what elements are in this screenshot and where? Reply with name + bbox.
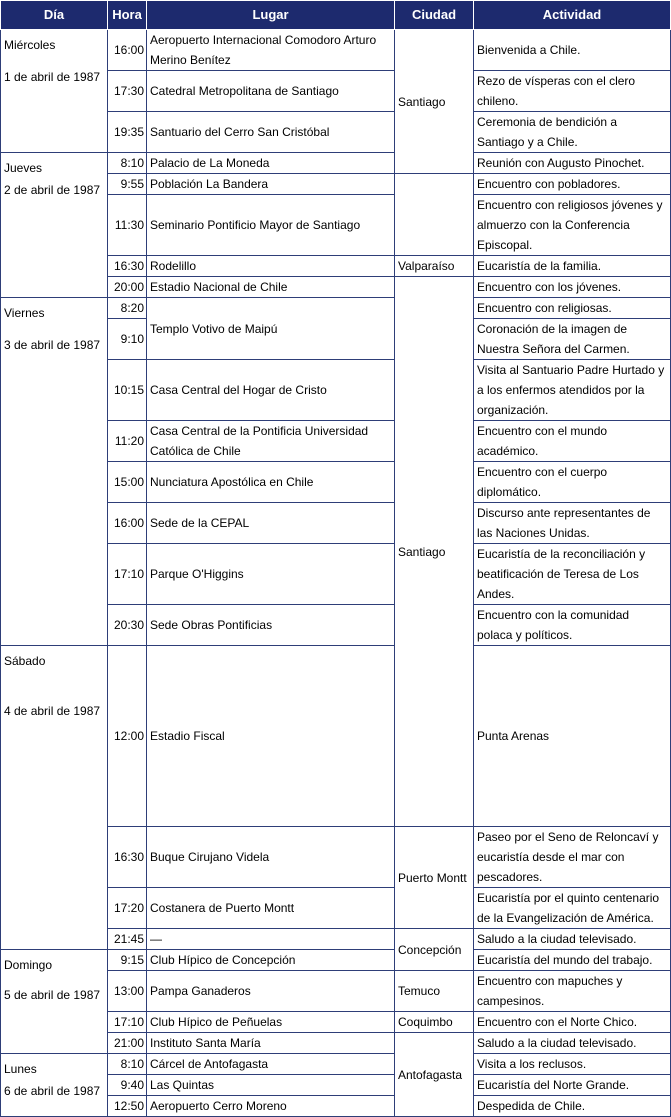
activity-cell: Coronación de la imagen de Nuestra Señora del Carmen.: [474, 319, 671, 360]
table-row: [1, 298, 671, 319]
place-cell: Buque Cirujano Videla: [147, 827, 395, 888]
place-cell: Instituto Santa María: [147, 1033, 395, 1054]
time-cell: 9:55: [108, 174, 147, 195]
day-name: Viernes: [4, 306, 45, 320]
place-cell: Estadio Fiscal: [147, 646, 395, 827]
activity-cell: Ceremonia de bendición a Santiago y a Chile.: [474, 112, 671, 153]
place-cell: Población La Bandera: [147, 174, 395, 195]
day-cell: [1, 298, 108, 646]
time-cell: 9:40: [108, 1075, 147, 1096]
time-cell: 16:00: [108, 503, 147, 544]
place-cell: Nunciatura Apostólica en Chile: [147, 462, 395, 503]
header-actividad: Actividad: [474, 1, 671, 30]
activity-cell: Encuentro con el Norte Chico.: [474, 1012, 671, 1033]
activity-cell: Saludo a la ciudad televisado.: [474, 1033, 671, 1054]
place-cell: Santuario del Cerro San Cristóbal: [147, 112, 395, 153]
activity-cell: Encuentro con religiosos jóvenes y almuerzo con la Conferencia Episcopal.: [474, 195, 671, 256]
time-cell: 11:20: [108, 421, 147, 462]
activity-cell: Eucaristía de la familia.: [474, 256, 671, 277]
activity-cell: Eucaristía del mundo del trabajo.: [474, 950, 671, 971]
header-dia: Día: [1, 1, 108, 30]
time-cell: 15:00: [108, 462, 147, 503]
day-name: Lunes: [4, 1062, 37, 1076]
day-name: Jueves: [4, 161, 43, 175]
table-row: [1, 153, 671, 174]
city-cell: Concepción: [395, 929, 474, 971]
time-cell: 17:10: [108, 544, 147, 605]
city-cell: Antofagasta: [395, 1033, 474, 1117]
activity-cell: Eucaristía por el quinto centenario de la Evangelización de América.: [474, 888, 671, 929]
time-cell: 8:20: [108, 298, 147, 319]
time-cell: 9:15: [108, 950, 147, 971]
place-cell: Las Quintas: [147, 1075, 395, 1096]
time-cell: 17:20: [108, 888, 147, 929]
activity-cell: Despedida de Chile.: [474, 1096, 671, 1117]
day-name: Sábado: [4, 654, 46, 668]
activity-cell: Encuentro con la comunidad polaca y políticos.: [474, 605, 671, 646]
header-row: [1, 1, 671, 30]
activity-cell: Encuentro con mapuches y campesinos.: [474, 971, 671, 1012]
city-cell: Temuco: [395, 971, 474, 1012]
table-row: [1, 30, 671, 71]
place-cell: Parque O'Higgins: [147, 544, 395, 605]
place-cell: Sede de la CEPAL: [147, 503, 395, 544]
city-cell: [395, 174, 474, 256]
place-cell: Casa Central de la Pontificia Universidad Católica de Chile: [147, 421, 395, 462]
time-cell: 21:00: [108, 1033, 147, 1054]
time-cell: 9:10: [108, 319, 147, 360]
activity-cell: Rezo de vísperas con el clero chileno.: [474, 71, 671, 112]
activity-cell: Eucaristía del Norte Grande.: [474, 1075, 671, 1096]
day-cell: [1, 1054, 108, 1117]
city-cell: Punta Arenas: [474, 646, 671, 827]
activity-cell: Visita a los reclusos.: [474, 1054, 671, 1075]
activity-cell: Encuentro con los jóvenes.: [474, 277, 671, 298]
header-lugar: Lugar: [147, 1, 395, 30]
day-date: 1 de abril de 1987: [4, 70, 101, 84]
day-date: 5 de abril de 1987: [4, 988, 101, 1002]
activity-cell: Visita al Santuario Padre Hurtado y a los enfermos atendidos por la organización.: [474, 360, 671, 421]
day-date: 3 de abril de 1987: [4, 338, 101, 352]
activity-cell: Saludo a la ciudad televisado.: [474, 929, 671, 950]
time-cell: 13:00: [108, 971, 147, 1012]
city-cell: Valparaíso: [395, 256, 474, 277]
place-cell: Costanera de Puerto Montt: [147, 888, 395, 929]
day-date: 4 de abril de 1987: [4, 704, 101, 718]
day-name: Miércoles: [4, 38, 56, 52]
time-cell: 10:15: [108, 360, 147, 421]
city-cell: Coquimbo: [395, 1012, 474, 1033]
time-cell: 12:00: [108, 646, 147, 827]
activity-cell: Encuentro con el cuerpo diplomático.: [474, 462, 671, 503]
place-cell: Palacio de La Moneda: [147, 153, 395, 174]
city-cell: Santiago: [395, 30, 474, 174]
header-hora: Hora: [108, 1, 147, 30]
table-row: [1, 646, 671, 827]
place-cell: Estadio Nacional de Chile: [147, 277, 395, 298]
place-cell: Rodelillo: [147, 256, 395, 277]
activity-cell: Eucaristía de la reconciliación y beatificación de Teresa de Los Andes.: [474, 544, 671, 605]
day-date: 2 de abril de 1987: [4, 183, 101, 197]
place-cell: Casa Central del Hogar de Cristo: [147, 360, 395, 421]
time-cell: 20:30: [108, 605, 147, 646]
time-cell: 21:45: [108, 929, 147, 950]
place-cell: Aeropuerto Internacional Comodoro Arturo Merino Benítez: [147, 30, 395, 71]
day-cell: [1, 30, 108, 153]
place-cell: Catedral Metropolitana de Santiago: [147, 71, 395, 112]
time-cell: 17:30: [108, 71, 147, 112]
day-name: Domingo: [4, 958, 53, 972]
day-cell: [1, 153, 108, 298]
time-cell: 11:30: [108, 195, 147, 256]
activity-cell: Paseo por el Seno de Reloncaví y eucaristía desde el mar con pescadores.: [474, 827, 671, 888]
place-cell: Sede Obras Pontificias: [147, 605, 395, 646]
activity-cell: Encuentro con pobladores.: [474, 174, 671, 195]
day-cell: [1, 950, 108, 1054]
place-cell: Templo Votivo de Maipú: [147, 298, 395, 360]
time-cell: 8:10: [108, 1054, 147, 1075]
place-cell: Seminario Pontificio Mayor de Santiago: [147, 195, 395, 256]
place-cell: Pampa Ganaderos: [147, 971, 395, 1012]
header-ciudad: Ciudad: [395, 1, 474, 30]
day-cell: [1, 646, 108, 950]
table-row: [1, 1054, 671, 1075]
place-cell: Cárcel de Antofagasta: [147, 1054, 395, 1075]
city-cell: Santiago: [395, 277, 474, 827]
time-cell: 16:30: [108, 256, 147, 277]
time-cell: 19:35: [108, 112, 147, 153]
time-cell: 8:10: [108, 153, 147, 174]
place-cell: Club Hípico de Concepción: [147, 950, 395, 971]
time-cell: 20:00: [108, 277, 147, 298]
day-date: 6 de abril de 1987: [4, 1084, 101, 1098]
activity-cell: Encuentro con religiosas.: [474, 298, 671, 319]
time-cell: 12:50: [108, 1096, 147, 1117]
activity-cell: Discurso ante representantes de las Naciones Unidas.: [474, 503, 671, 544]
activity-cell: Bienvenida a Chile.: [474, 30, 671, 71]
place-cell: Club Hípico de Peñuelas: [147, 1012, 395, 1033]
place-cell: —: [147, 929, 395, 950]
place-cell: Aeropuerto Cerro Moreno: [147, 1096, 395, 1117]
table-row: [1, 950, 671, 971]
city-cell: Puerto Montt: [395, 827, 474, 929]
time-cell: 16:30: [108, 827, 147, 888]
time-cell: 16:00: [108, 30, 147, 71]
activity-cell: Encuentro con el mundo académico.: [474, 421, 671, 462]
time-cell: 17:10: [108, 1012, 147, 1033]
activity-cell: Reunión con Augusto Pinochet.: [474, 153, 671, 174]
